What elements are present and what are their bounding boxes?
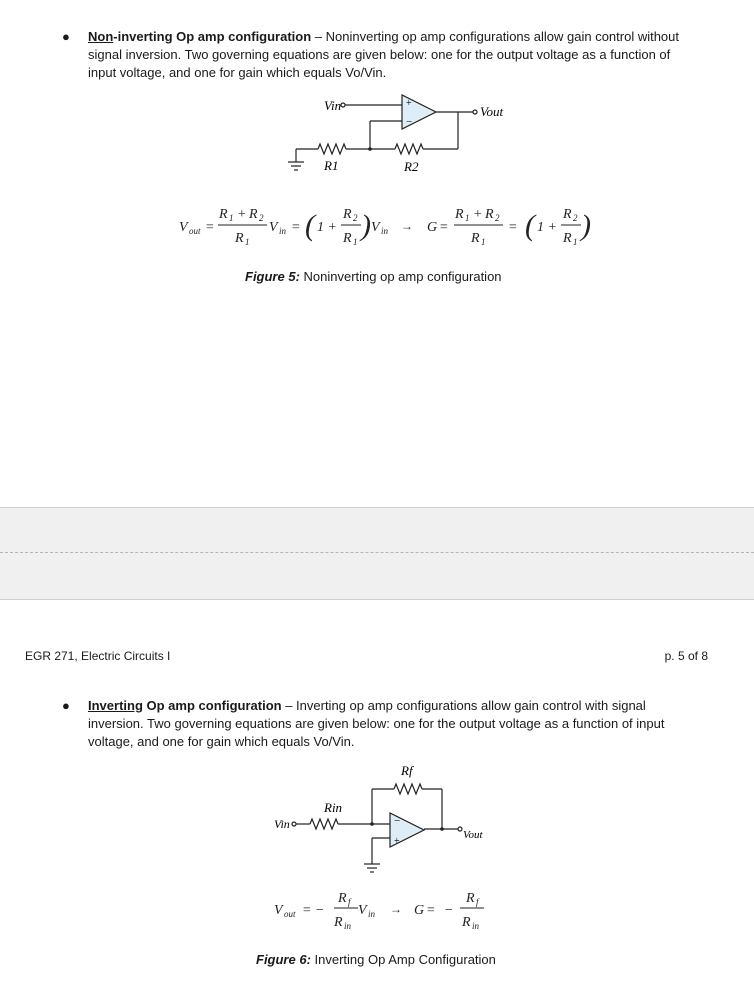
label-rf: Rf	[401, 763, 413, 778]
svg-text:f: f	[476, 897, 479, 907]
plus-sign: +	[406, 98, 412, 109]
svg-text:R: R	[462, 915, 471, 930]
figure5-caption	[245, 269, 502, 284]
para-line-1: Inverting op amp configurations allow gain control with signal	[296, 698, 646, 713]
r2-resistor	[395, 144, 423, 154]
svg-text:V: V	[179, 220, 188, 235]
svg-text:R: R	[455, 207, 464, 222]
vout-terminal	[458, 827, 462, 831]
term-underlined: Inverting	[88, 698, 143, 713]
svg-text:=: =	[205, 220, 215, 235]
dash: –	[281, 698, 297, 713]
vin-terminal	[341, 103, 345, 107]
svg-text:in: in	[472, 921, 480, 931]
svg-text:R: R	[334, 915, 343, 930]
svg-text:1: 1	[353, 237, 358, 247]
svg-text:=: =	[291, 220, 301, 235]
inverting-paragraph	[88, 697, 728, 751]
term-rest: -inverting Op amp configuration	[113, 29, 312, 44]
svg-text:1: 1	[573, 237, 578, 247]
svg-text:= −: = −	[302, 903, 325, 918]
svg-text:=: =	[508, 220, 518, 235]
inverting-circuit-diagram	[268, 760, 498, 885]
bullet: ●	[62, 698, 70, 713]
svg-text:(: (	[525, 209, 535, 242]
para-line-2: signal inversion. Two governing equations are given below: one for the output voltage as a function of	[88, 47, 671, 62]
svg-text:+: +	[473, 207, 483, 222]
svg-text:=: =	[439, 220, 449, 235]
para-line-1: Noninverting op amp configurations allow gain control without	[325, 29, 680, 44]
figure6-caption-text: Inverting Op Amp Configuration	[310, 952, 496, 967]
svg-text:out: out	[189, 226, 201, 236]
svg-text:in: in	[368, 909, 376, 919]
svg-text:G: G	[414, 903, 425, 918]
svg-text:V: V	[371, 220, 380, 235]
svg-text:out: out	[284, 909, 296, 919]
svg-text:R: R	[249, 207, 258, 222]
svg-text:V: V	[274, 903, 283, 918]
svg-text:1 +: 1 +	[317, 220, 337, 235]
svg-text:R: R	[219, 207, 228, 222]
vout-terminal	[473, 110, 477, 114]
svg-text:=: =	[426, 903, 436, 918]
figure5-caption-label: Figure 5:	[245, 269, 300, 284]
svg-text:R: R	[485, 207, 494, 222]
label-vin: Vin	[324, 98, 342, 113]
svg-text:R: R	[563, 207, 572, 222]
vin-terminal	[292, 822, 296, 826]
page-break-gap	[0, 507, 754, 600]
label-vout: Vout	[480, 104, 504, 119]
svg-text:R: R	[466, 891, 475, 906]
svg-text:V: V	[269, 220, 278, 235]
bullet: ●	[62, 29, 70, 44]
svg-text:(: (	[305, 209, 315, 242]
svg-text:2: 2	[259, 213, 264, 223]
rf-resistor	[394, 784, 422, 794]
label-rin: Rin	[324, 800, 343, 815]
svg-text:V: V	[358, 903, 367, 918]
svg-text:in: in	[279, 226, 287, 236]
svg-text:): )	[581, 209, 591, 242]
svg-text:1: 1	[245, 237, 250, 247]
svg-text:R: R	[563, 231, 572, 246]
header-course: EGR 271, Electric Circuits I	[25, 649, 171, 663]
r1-resistor	[318, 144, 346, 154]
inverting-equations	[270, 886, 500, 934]
label-r2: R2	[404, 159, 419, 174]
svg-text:−: −	[444, 903, 454, 918]
svg-text:1: 1	[465, 213, 470, 223]
svg-text:R: R	[471, 231, 480, 246]
term-rest: Op amp configuration	[142, 698, 282, 713]
svg-text:R: R	[338, 891, 347, 906]
svg-text:1: 1	[229, 213, 234, 223]
svg-text:): )	[361, 209, 371, 242]
svg-text:f: f	[348, 897, 351, 907]
header-page-number: p. 5 of 8	[664, 649, 708, 663]
svg-text:2: 2	[353, 213, 358, 223]
plus-sign: +	[394, 836, 400, 847]
rin-resistor	[310, 819, 338, 829]
noninverting-circuit-diagram	[280, 92, 520, 180]
label-vin: Vin	[274, 817, 290, 831]
svg-text:in: in	[344, 921, 352, 931]
minus-sign: −	[394, 815, 401, 827]
svg-text:G: G	[427, 220, 438, 235]
para-line-3: input voltage, and one for gain which equals Vo/Vin.	[88, 65, 387, 80]
para-line-3: voltage, and one for gain which equals Vo/Vin.	[88, 734, 355, 749]
svg-text:1 +: 1 +	[537, 220, 557, 235]
svg-text:1: 1	[481, 237, 486, 247]
svg-text:R: R	[343, 231, 352, 246]
dash: –	[311, 29, 326, 44]
svg-text:→: →	[401, 219, 413, 233]
svg-text:+: +	[237, 207, 247, 222]
label-r1: R1	[324, 158, 339, 173]
noninverting-paragraph	[88, 28, 728, 82]
svg-text:in: in	[381, 226, 389, 236]
noninverting-equations	[175, 200, 615, 250]
svg-text:R: R	[235, 231, 244, 246]
svg-text:R: R	[343, 207, 352, 222]
figure5-caption-text: Noninverting op amp configuration	[299, 269, 502, 284]
figure6-caption	[256, 952, 496, 967]
figure6-caption-label: Figure 6:	[256, 952, 311, 967]
svg-text:2: 2	[495, 213, 500, 223]
svg-text:2: 2	[573, 213, 578, 223]
page-break-line	[0, 552, 754, 553]
minus-sign: −	[406, 116, 413, 128]
para-line-2: inversion. Two governing equations are given below: one for the output voltage as a function of input	[88, 716, 665, 731]
svg-text:→: →	[390, 902, 402, 916]
label-vout: Vout	[463, 829, 483, 841]
term-underlined: Non	[88, 29, 114, 44]
